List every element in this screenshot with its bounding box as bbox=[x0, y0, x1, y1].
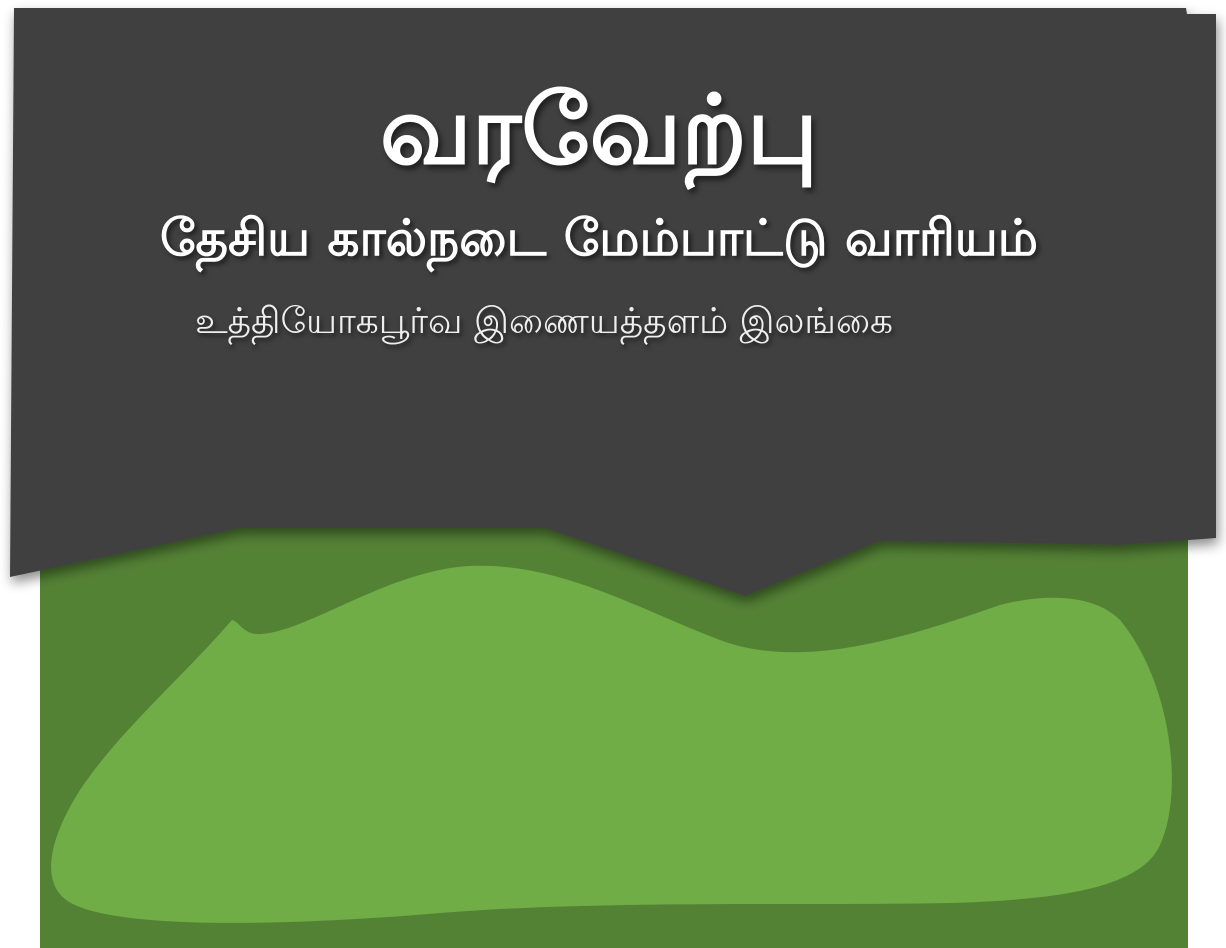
page-title: வரவேற்பு bbox=[379, 74, 819, 186]
site-tagline: உத்தியோகபூர்வ இணையத்தளம் இலங்கை bbox=[194, 301, 894, 342]
organization-name: தேசிய கால்நடை மேம்பாட்டு வாரியம் bbox=[160, 209, 1038, 267]
